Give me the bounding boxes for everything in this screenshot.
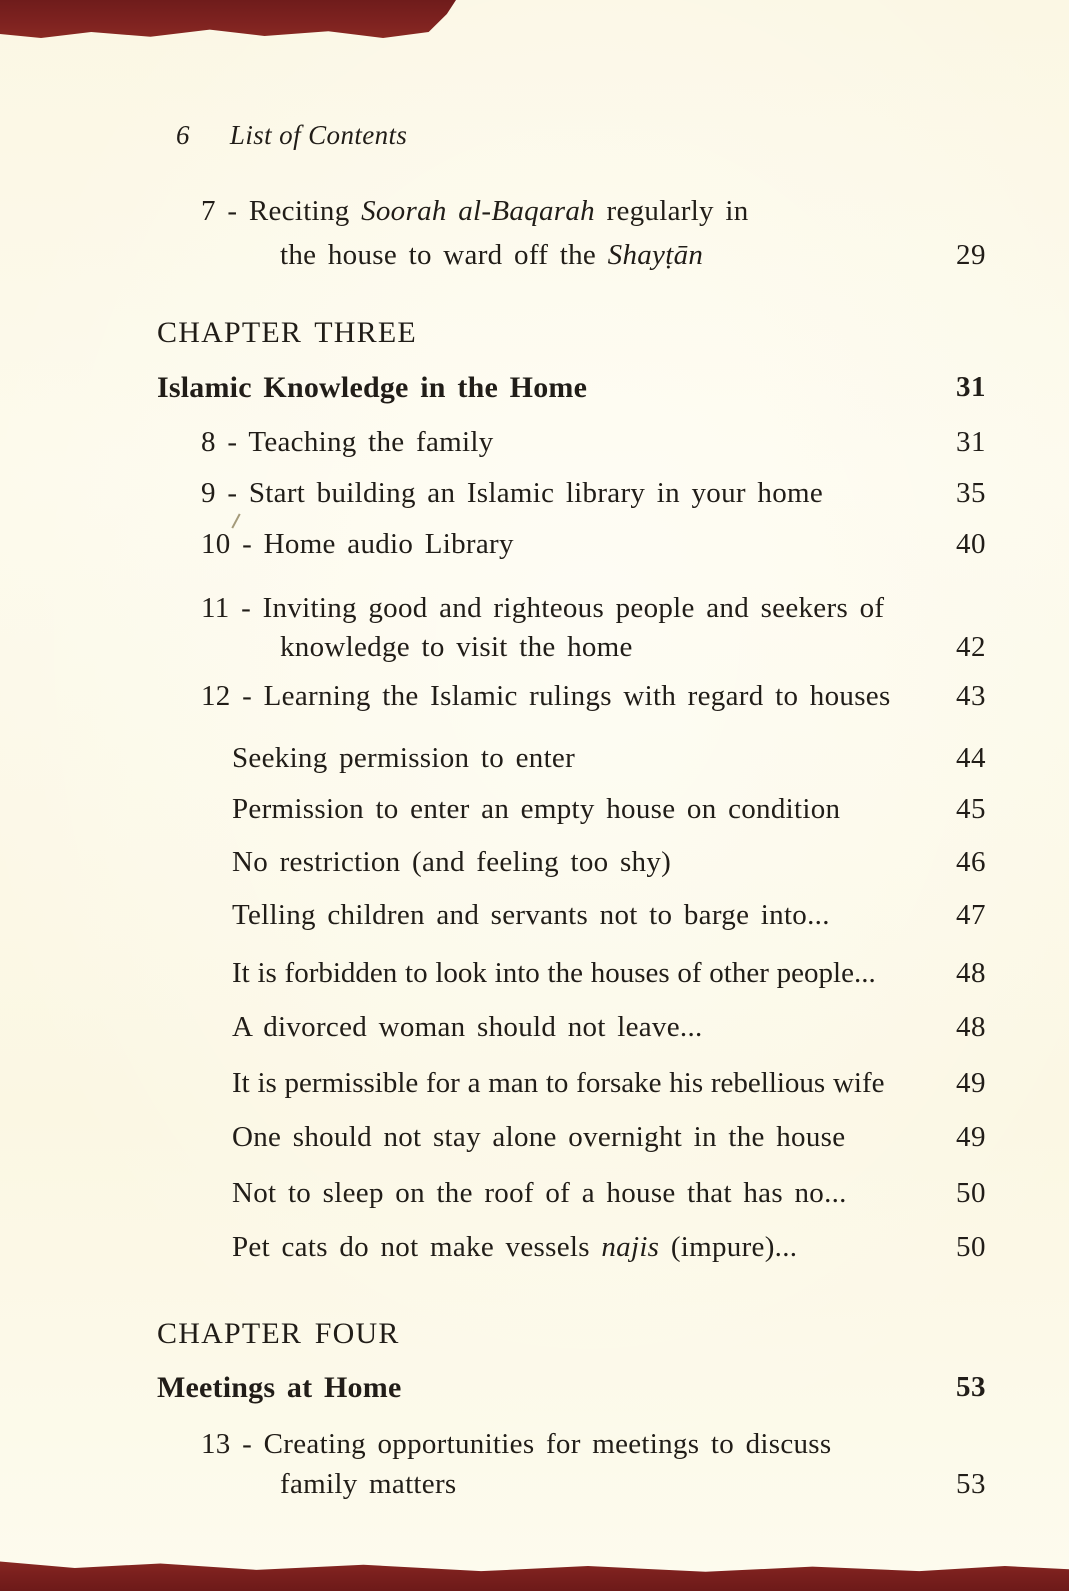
folio-page-number: 6 — [176, 120, 190, 150]
page-number: 31 — [956, 371, 986, 403]
toc-subentry-italic-text: najis — [601, 1231, 660, 1263]
toc-entry-13-line2 — [0, 1466, 1069, 1502]
page-number: 46 — [956, 846, 986, 878]
toc-entry-11-line2 — [0, 629, 1069, 665]
toc-subentry — [0, 1119, 1069, 1155]
section-title-text: Islamic Knowledge in the Home — [157, 371, 588, 404]
toc-entry-text: 11 - Inviting good and righteous people and seekers of — [201, 592, 885, 624]
toc-subentry-text: Not to sleep on the roof of a house that has no... — [232, 1177, 847, 1209]
toc-entry-text: 9 - Start building an Islamic library in your home — [201, 477, 824, 509]
chapter-three-title — [0, 369, 1069, 407]
toc-entry-7-line2 — [0, 237, 1069, 273]
page-number: 29 — [956, 239, 986, 271]
page-number: 48 — [956, 1011, 986, 1043]
toc-entry-text: 7 - Reciting — [201, 195, 362, 227]
page-number: 40 — [956, 528, 986, 560]
toc-entry-9 — [0, 475, 1069, 511]
toc-entry-text: 13 - Creating opportunities for meetings to discuss — [201, 1428, 832, 1460]
toc-entry-11-line1 — [0, 590, 1069, 626]
toc-entry-13-line1 — [0, 1426, 1069, 1462]
page-number: 49 — [956, 1121, 986, 1153]
toc-entry-7-line1 — [0, 193, 1069, 229]
toc-entry-text: the house to ward off the — [280, 239, 608, 271]
toc-entry-text: family matters — [280, 1468, 457, 1500]
toc-subentry-text: (impure)... — [659, 1231, 798, 1263]
page-number: 47 — [956, 899, 986, 931]
toc-subentry-text: It is forbidden to look into the houses of other people... — [232, 957, 876, 989]
toc-subentry — [0, 897, 1069, 933]
page-number: 35 — [956, 477, 986, 509]
page-number: 45 — [956, 793, 986, 825]
chapter-four-title — [0, 1369, 1069, 1407]
toc-subentry — [0, 955, 1069, 991]
toc-subentry — [0, 1175, 1069, 1211]
chapter-three-heading — [0, 314, 1069, 352]
toc-entry-10 — [0, 526, 1069, 562]
toc-subentry — [0, 740, 1069, 776]
toc-entry-italic-text: Shayṭān — [607, 239, 704, 271]
chapter-heading-text: CHAPTER THREE — [157, 316, 417, 349]
page-number: 50 — [956, 1177, 986, 1209]
chapter-four-heading — [0, 1315, 1069, 1353]
toc-entry-text: 10 - Home audio Library — [201, 528, 514, 560]
page-number: 53 — [956, 1468, 986, 1500]
page-number: 48 — [956, 957, 986, 989]
scan-edge-top-bar — [0, 0, 456, 40]
toc-subentry — [0, 1009, 1069, 1045]
toc-subentry-text: Permission to enter an empty house on condition — [232, 793, 841, 825]
page-number: 43 — [956, 680, 986, 712]
toc-subentry — [0, 1229, 1069, 1265]
toc-subentry-text: Pet cats do not make vessels — [232, 1231, 602, 1263]
running-header — [0, 120, 1069, 151]
toc-entry-text: 8 - Teaching the family — [201, 426, 494, 458]
toc-subentry-text: One should not stay alone overnight in the house — [232, 1121, 846, 1153]
section-title-text: Meetings at Home — [157, 1371, 402, 1404]
page-number: 50 — [956, 1231, 986, 1263]
toc-subentry-text: A divorced woman should not leave... — [232, 1011, 703, 1043]
page-number: 44 — [956, 742, 986, 774]
toc-subentry — [0, 1065, 1069, 1101]
toc-entry-text: regularly in — [594, 195, 749, 227]
chapter-heading-text: CHAPTER FOUR — [157, 1317, 400, 1350]
toc-subentry — [0, 844, 1069, 880]
toc-entry-italic-text: Soorah al-Baqarah — [361, 195, 595, 227]
toc-subentry-text: No restriction (and feeling too shy) — [232, 846, 672, 878]
page-number: 49 — [956, 1067, 986, 1099]
toc-subentry-text: It is permissible for a man to forsake his rebellious wife — [232, 1067, 885, 1099]
page-number: 31 — [956, 426, 986, 458]
scan-edge-bottom-bar — [0, 1559, 1069, 1591]
page-number: 42 — [956, 631, 986, 663]
running-header-title: List of Contents — [229, 120, 408, 150]
toc-subentry-text: Telling children and servants not to barge into... — [232, 899, 830, 931]
toc-entry-8 — [0, 424, 1069, 460]
toc-subentry-text: Seeking permission to enter — [232, 742, 576, 774]
toc-entry-text: knowledge to visit the home — [280, 631, 633, 663]
toc-entry-text: 12 - Learning the Islamic rulings with regard to houses — [201, 680, 891, 712]
toc-entry-12 — [0, 678, 1069, 714]
toc-subentry — [0, 791, 1069, 827]
page-number: 53 — [956, 1371, 986, 1403]
